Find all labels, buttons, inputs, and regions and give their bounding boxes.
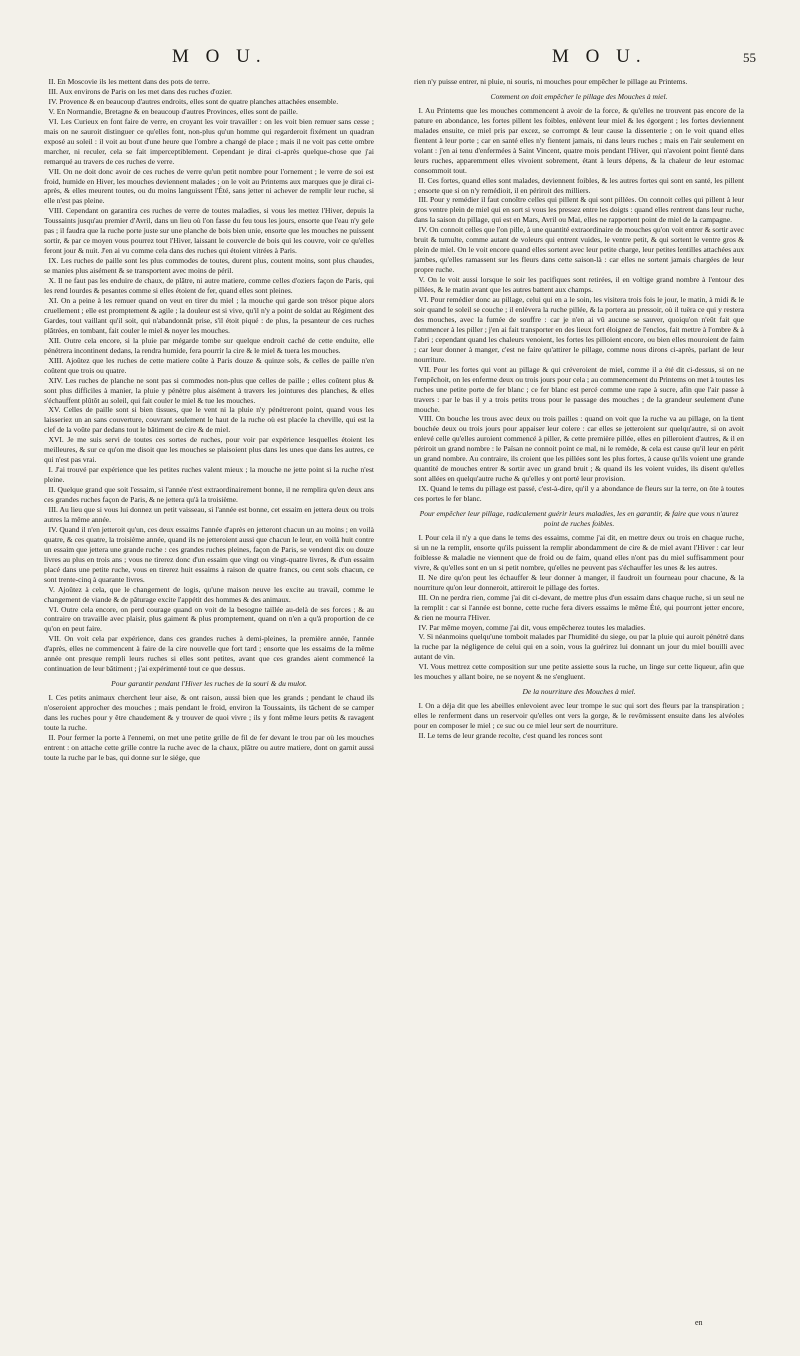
paragraph: XIII. Ajoûtez que les ruches de cette matiere coûte à Paris douze & quinze sols, & celles de paille n'en coûtent que trois ou quatre.	[44, 355, 374, 375]
paragraph: II. Ces fortes, quand elles sont malades, deviennent foibles, & les autres fortes qui sont en santé, les pillent ; ensorte que si on n'y remédioit, il en périroit des milliers.	[414, 175, 744, 195]
paragraph: V. Ajoûtez à cela, que le changement de logis, qu'une maison neuve les excite au travail, comme le changement de viande & de pâturage excite l'appétit des hommes & des animaux.	[44, 584, 374, 604]
paragraph: V. On le voit aussi lorsque le soir les pacifiques sont retirées, il en voltige grand nombre à l'entour des pillées, & le matin avant que les autres battent aux champs.	[414, 275, 744, 295]
paragraph: II. Ne dire qu'on peut les échauffer & leur donner à manger, il faudroit un fourneau pour chacune, & la nourriture qu'on leur donneroit, attireroit le pillage des fortes.	[414, 572, 744, 592]
running-title-right: M O U.	[552, 46, 647, 67]
paragraph: II. Pour fermer la porte à l'ennemi, on met une petite grille de fil de fer devant le trou par où les mouches entrent : on attache cette grille contre la ruche avec de la chaux, plâtre ou autre matiere, dont on garnit aussi toute la ruche par le bas, qui donne sur le siége, que	[44, 732, 374, 762]
section-heading: Pour garantir pendant l'Hiver les ruches de la souri & du mulot.	[111, 679, 307, 689]
paragraph: XV. Celles de paille sont si bien tissues, que le vent ni la pluie n'y pénétreront point, quand vous les laisseriez un an sans couverture, couvrant seulement le haut de la ruche où est placée la cheville, qui est la clef de la voûte par dedans tout le bâtiment de cire & de miel.	[44, 405, 374, 435]
paragraph: VI. Vous mettrez cette composition sur une petite assiette sous la ruche, un linge sur cette liqueur, afin que les mouches y allant boire, ne se noyent & ne s'engluent.	[414, 662, 744, 682]
paragraph: I. Ces petits animaux cherchent leur aise, & ont raison, aussi bien que les grands ; pendant le chaud ils n'oseroient approcher des mouches ; mais pendant le froid, environ la Toussaints, ils tâchent de se camper dans les ruches pour y être chaudement & y trouver de quoi vivre ; ils y font même leurs petits & ravagent toute la ruche.	[44, 693, 374, 732]
paragraph: XII. Outre cela encore, si la pluie par mégarde tombe sur quelque endroit caché de cette enduite, elle pénétrera incontinent dedans, la rendra humide, fera pourrir la cire & le miel & tuera les mouches.	[44, 335, 374, 355]
paragraph: XIV. Les ruches de planche ne sont pas si commodes non-plus que celles de paille ; elles coûtent plus & sont plus difficiles à manier, la pluie y pénètre plus aisément à travers les jointures des planches, & elles s'échauffent plûtôt au soleil, qui fait couler le miel & tue les mouches.	[44, 375, 374, 405]
paragraph: III. Aux environs de Paris on les met dans des ruches d'ozier.	[48, 86, 233, 96]
paragraph: VII. On voit cela par expérience, dans ces grandes ruches à demi-pleines, la première année, l'année d'après, elles ne commencent à faire de la cire nouvelle que fort tard ; ensorte que les essaims de la même année ont presque rempli leurs ruches si elles sont petites, avant que ces grandes aient commencé la continuation de leur bâtiment ; j'ai expérimenté tout ce que dessus.	[44, 634, 374, 674]
paragraph: IV. Quand il n'en jetteroit qu'un, ces deux essaims l'année d'après en jetteront chacun un au moins ; en voilà quatre, & ces quatre, la troisième année, quand ils ne jetteroient aussi que chacun le leur, en voilà huit contre un essaim que jettera une grande ruche : ces grandes ruches pleines, façon de Paris, se vendent dix ou douze livres au plus en trois ans ; vous ne tirerez donc d'un essaim que vingt ou vingt-quatre livres, & d'un essaim placé dans une petite ruche, vous en tirerez huit essaims à raison de quatre francs, ou cent sols chacun, ce sont trente-cinq à quarante livres.	[44, 524, 374, 584]
right-text-column	[414, 77, 744, 1325]
paragraph: XVI. Je me suis servi de toutes ces sortes de ruches, pour voir par expérience lesquelles étoient les meilleures, & sur ce qu'on me disoit que les mouches se plaisoient plus dans les unes que dans les autres, ce qui n'est pas vrai.	[44, 435, 374, 465]
paragraph: VII. On ne doit donc avoir de ces ruches de verre qu'un petit nombre pour l'ornement ; le verre de soi est froid, humide en Hiver, les mouches deviennent malades ; on le voit au Printems aux marques que je dirai ci-après, & elles meurent toutes, ou du moins languissent l'Été, sans jetter ni achever de remplir leur ruche, si elle n'est pas pleine.	[44, 166, 374, 206]
paragraph: IX. Les ruches de paille sont les plus commodes de toutes, durent plus, coutent moins, sont plus chaudes, se manies plus aisément & se transportent avec moins de péril.	[44, 256, 374, 276]
paragraph: IV. On connoit celles que l'on pille, à une quantité extraordinaire de mouches qu'on voit entrer & sortir avec bruit & tumulte, comme autant de voleurs qui entrent vuides, le ventre petit, & qui sortent le ventre gros & plein de miel. On le voit encore quand elles sortent avec leur petite charge, leur petites lentilles attachées aux jambes, qu'elles ramassent sur les fleurs dans cette saison-là : car elles ne sortent jamais chargées de leur propre ruche.	[414, 225, 744, 275]
paragraph: IV. Par même moyen, comme j'ai dit, vous empêcherez toutes les maladies.	[418, 622, 646, 632]
paragraph: VIII. On bouche les trous avec deux ou trois pailles : quand on voit que la ruche va au pillage, on la tient bouchée deux ou trois jours pour appaiser leur colere : car elles se jetteroient sur quelqu'autre, si on avoit enlevé celle qu'elles auroient commencé à piller, & cette première pillée, elles en pilleroient d'autres, & il en périroit un grand nombre : le Païsan ne connoit point ce mal, ni le remède, & cela est cause qu'il leur en périt un grand nombre. Au contraire, ils croient que les pillées sont les plus fortes, à cause qu'ils voient une grande quantité de mouches entrer & sortir avec un grand bruit ; & quand ils les voient vuides, ils disent qu'elles sont allées en quelqu'autre ruche & qu'elles y ont porté leur provision.	[414, 414, 744, 484]
running-title-left: M O U.	[172, 46, 267, 67]
paragraph: III. Pour y remédier il faut conoître celles qui pillent & qui sont pillées. On connoit celles qui pillent à leur gros ventre plein de miel qui en sort si vous les pressez entre les doigts : quand elles rentrent dans leur ruche, dans la saison du pillage, qui est en Mars, Avril ou Mai, elles ne rapportent point de miel de la campagne.	[414, 195, 744, 225]
section-heading: Pour empêcher leur pillage, radicalement guérir leurs maladies, les en garantir, & faire que vous n'aurez point de ruches foibles.	[419, 509, 739, 528]
paragraph: X. Il ne faut pas les enduire de chaux, de plâtre, ni autre matiere, comme celles d'oziers façon de Paris, qui les rend lourdes & pesantes comme si elles étoient de fer, quand elles sont pleines.	[44, 276, 374, 296]
paragraph: II. Le tems de leur grande recolte, c'est quand les ronces sont	[418, 731, 603, 741]
paragraph: I. Au Printems que les mouches commencent à avoir de la force, & qu'elles ne trouvent pas encore de la pature en abondance, les fortes pillent les foibles, enlèvent leur miel & les égorgent ; les fortes deviennent malades ensuite, ce miel pris par excez, se corrompt & leur cause la dissenterie ; on le voit quand elles fientent à leur porte ; car en santé elles n'y fientent jamais, ni dans leurs ruches ; mais en l'air seulement en volant : j'en ai tenu d'enfermées à Saint Vincent, quatre mois pendant l'Hiver, qui n'avoient point fienté dans leurs ruches, apparemment elles vivoient sobrement, étant à leurs dépens, & la chaleur de leur estomac consommoit tout.	[414, 105, 744, 175]
paragraph: IV. Provence & en beaucoup d'autres endroits, elles sont de quatre planches attachées ensemble.	[48, 96, 339, 106]
paragraph: V. En Normandie, Bretagne & en beaucoup d'autres Provinces, elles sont de paille.	[48, 106, 298, 116]
paragraph: V. Si néanmoins quelqu'une tomboit malades par l'humidité du siege, ou par la pluie qui auroit pénétré dans la ruche par la négligence de celui qui en a soin, vous la guérirez lui donnant un jour du miel bouilli avec autant de vin.	[414, 632, 744, 662]
continued-paragraph: rien n'y puisse entrer, ni pluie, ni souris, ni mouches pour empêcher le pillage au Printems.	[414, 77, 688, 86]
paragraph: I. Pour cela il n'y a que dans le tems des essaims, comme j'ai dit, en mettre deux ou trois en chaque ruche, si un ne la remplit, ensorte qu'ils puissent la remplir abondamment de cire & de miel avant l'Hiver : car leur foiblesse & maladie ne viennent que de froid ou de faim, quand elles n'ont pas du miel suffisamment pour vivre, & qu'elles sont en un si petit nombre, qu'elles ne peuvent pas s'échauffer les unes & les autres.	[414, 532, 744, 572]
paragraph: III. On ne perdra rien, comme j'ai dit ci-devant, de mettre plus d'un essaim dans chaque ruche, si un seul ne la remplit : car si l'année est bonne, cette ruche fera divers essaims le même Été, qui pourront jetter encore, & rien ne mourra l'Hiver.	[414, 592, 744, 622]
paragraph: VI. Les Curieux en font faire de verre, en croyant les voir travailler : on les voit bien remuer sans cesse ; mais on ne sauroit distinguer ce qu'elles font, non-plus qu'un homme qui regarderoit fixément un quadran exposé au soleil : il voit au bout d'une heure que l'ombre a changé de place ; mais il ne voit pas cette ombre marcher, ni reculer, cela se fait imperceptiblement. Cependant je dirai ci-après quelque-chose que j'ai remarqué au travers de ces ruches de verre.	[44, 116, 374, 166]
paragraph: XI. On a peine à les remuer quand on veut en tirer du miel ; la mouche qui garde son trésor pique alors cruellement ; elle est promptement & agile ; la douleur est si vive, qu'il n'y a point de soldat au Régiment des Gardes, tout vaillant qu'il soit, qui n'abandonnât prise, s'il étoit piqué : de plus, la pesanteur de ces ruches plâtrées, en tombant, fait couler le miel & noyer les mouches.	[44, 295, 374, 335]
paragraph: IX. Quand le tems du pillage est passé, c'est-à-dire, qu'il y a abondance de fleurs sur la terre, on ôte à toutes ces portes le fer blanc.	[414, 484, 744, 504]
paragraph: III. Au lieu que si vous lui donnez un petit vaisseau, si l'année est bonne, cet essaim en jettera deux ou trois autres la même année.	[44, 504, 374, 524]
paragraph: II. Quelque grand que soit l'essaim, si l'année n'est extraordinairement bonne, il ne remplira qu'en deux ans ces grandes ruches façon de Paris, & ne jettera qu'à la troisième.	[44, 485, 374, 505]
section-heading: Comment on doit empêcher le pillage des Mouches à miel.	[490, 91, 668, 101]
paragraph: VI. Outre cela encore, on perd courage quand on voit de la besogne taillée au-delà de ses forces ; & au contraire on travaille avec plaisir, plus gaiment & plus promptement, quand on n'en a qu'à proportion de ce qu'on en peut faire.	[44, 604, 374, 634]
page-number: 55	[743, 50, 756, 65]
paragraph: I. On a déja dit que les abeilles enlevoient avec leur trompe le suc qui sort des fleurs par la transpiration ; elles le renferment dans un reservoir qu'elles ont vers la gorge, & le revômissent ensuite dans les alvéoles pour en composer le miel ; ce suc ou ce miel leur sert de nourriture.	[414, 701, 744, 731]
paragraph: VIII. Cependant on garantira ces ruches de verre de toutes maladies, si vous les mettez l'Hiver, depuis la Toussaints jusqu'au premier d'Avril, dans un lieu où l'on fasse du feu tous les jours, ensorte que l'eau n'y gele pas ; il faudra que la ruche porte juste sur une planche de bois bien unie, ensorte que les mouches ne puissent sortir, & par ce moyen vous pourrez tout l'Hiver, laissant le couvercle de bois qui les couvre, voir ce qu'elles feront jour & nuit. J'en ai vu comme cela dans des ruches qui étoient vitrées à Paris.	[44, 206, 374, 256]
paragraph: II. En Moscovie ils les mettent dans des pots de terre.	[48, 77, 210, 86]
section-heading: De la nourriture des Mouches à miel.	[522, 687, 636, 697]
paragraph: VI. Pour remédier donc au pillage, celui qui en a le soin, les visitera trois fois le jour, le matin, à midi & le soir quand le soleil se couche ; il enlèvera la ruche pillée, & la portera au pressoir, où il tuëra ce qui y restera des mouches, avec la fumée de souffre : car je n'en ai vû aucune se sauver, quoiqu'on n'eût fait que commencer à les piller ; j'en ai fait transporter en des lieux fort éloignez de l'enclos, fait mettre à l'ombre & à l'abri ; cependant quand les chaleurs venoient, les fortes les pilloient encore, ou bien elles mouroient de faim ; car leur donner à manger, c'est ne faire qu'attirer le pillage, comme nous dirons ci-après, parlant de leur nourriture.	[414, 295, 744, 364]
catchword: en	[695, 1318, 703, 1327]
paragraph: VII. Pour les fortes qui vont au pillage & qui créveroient de miel, comme il a été dit ci-dessus, si on ne l'empêchoit, on les enferme deux ou trois jours pour cela ; au commencement du Printems on met à toutes les ruches une petite porte de fer blanc ; ce fer blanc est percé comme une rape à sucre, afin que l'air passe à travers : par le bas il y a trois petits trous pour le passage des mouches ; de la grandeur seulement d'une mouche.	[414, 364, 744, 414]
left-text-column	[44, 77, 374, 1325]
paragraph: I. J'ai trouvé par expérience que les petites ruches valent mieux ; la mouche ne jette point si la ruche n'est pleine.	[44, 465, 374, 485]
running-header	[40, 46, 760, 76]
